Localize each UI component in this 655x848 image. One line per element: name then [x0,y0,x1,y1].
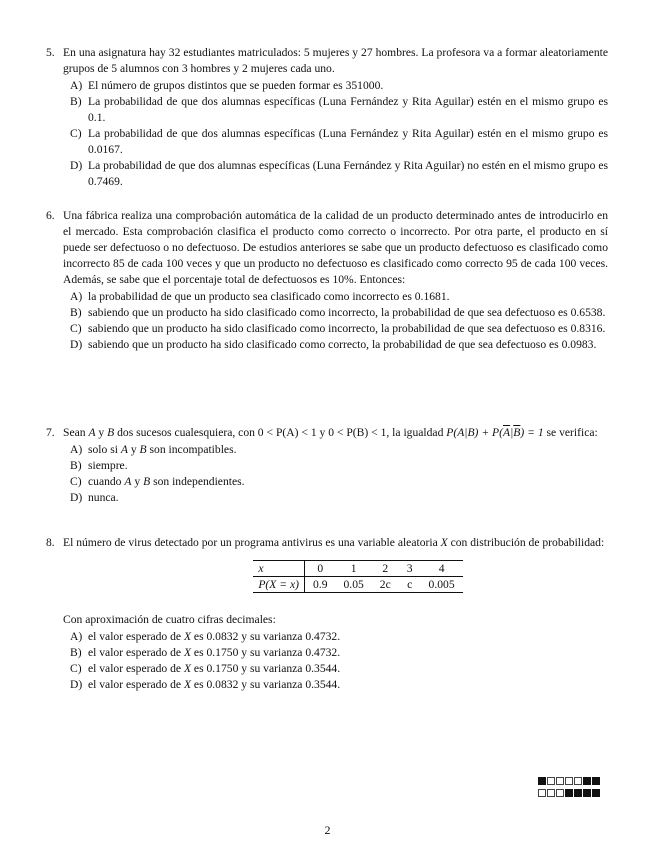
text-segment: y [127,443,140,456]
text-segment: es 0.0832 y su varianza 0.3544. [191,678,341,691]
table-row-x [253,561,462,577]
option-label: D) [70,491,83,504]
question-number: 6. [46,209,55,222]
table-cell: c [399,577,421,593]
option-c [63,474,608,490]
question-subtext: Con aproximación de cuatro cifras decimales: [63,613,276,626]
table-cell: 1 [336,561,372,577]
option-text: La probabilidad de que dos alumnas específicas (Luna Fernández y Rita Aguilar) estén en el mismo grupo es 0.0167. [88,127,608,156]
question-7 [46,425,608,506]
option-label: B) [70,459,82,472]
text-segment: el valor esperado de [88,630,184,643]
text-segment: El número de virus detectado por un programa antivirus es una variable aleatoria [63,536,441,549]
math-var: X [440,536,448,549]
mark-empty [574,777,582,785]
option-text: El número de grupos distintos que se pueden formar es 351000. [88,79,384,92]
question-text: Una fábrica realiza una comprobación automática de la calidad de un producto determinado antes de introducirlo en el mercado. Esta comprobación clasifica el producto como correcto o incorrecto. Por otra parte, el producto en sí puede ser defectuoso o no defectuoso. De estudios anteriores se sabe que un producto defectuoso es clasificado como incorrecto 85 de cada 100 veces y que un producto no defectuoso es clasificado como correcto 95 de cada 100 veces. Además, se sabe que el porcentaje total de defectuosos es 10%. Entonces: [63,209,608,286]
text-segment: y [131,475,144,488]
text-segment: y [95,426,108,439]
complement-b: $\overline{B}$ [513,426,521,439]
text-segment: el valor esperado de [88,662,184,675]
option-label: C) [70,475,82,488]
table-cell: 0.9 [305,577,336,593]
question-text: En una asignatura hay 32 estudiantes matriculados: 5 mujeres y 27 hombres. La profesora va a formar aleatoriamente grupos de 5 alumnos con 3 hombres y 2 mujeres cada uno. [63,46,608,75]
text-segment: son independientes. [150,475,245,488]
mark-empty [547,777,555,785]
question-number: 7. [46,426,55,439]
option-d [63,677,608,693]
equality-part: | [510,426,514,439]
option-label: B) [70,306,82,319]
option-d [63,158,608,190]
option-label: C) [70,322,82,335]
mark-filled [583,789,591,797]
option-text: siempre. [88,459,128,472]
question-5 [46,45,608,190]
math-var: X [183,678,192,691]
table-cell: 4 [421,561,463,577]
table-cell: 0.005 [421,577,463,593]
option-label: C) [70,662,82,675]
option-label: A) [70,443,83,456]
math-equality [446,426,543,439]
question-text [63,425,608,441]
option-label: A) [70,79,83,92]
question-number: 8. [46,536,55,549]
math-var: X [183,662,192,675]
table-cell: 2c [372,577,399,593]
options-list [63,78,608,190]
text-segment: es 0.1750 y su varianza 0.4732. [191,646,341,659]
question-8 [46,535,608,693]
option-label: C) [70,127,82,140]
option-b [63,305,608,321]
math-var: X [183,630,192,643]
option-b [63,458,608,474]
math-var: B [139,443,147,456]
option-a [63,78,608,94]
option-label: D) [70,338,83,351]
table-cell: 3 [399,561,421,577]
options-list [63,442,608,506]
option-a [63,629,608,645]
option-c [63,321,608,337]
option-label: B) [70,95,82,108]
option-d [63,490,608,506]
mark-empty [556,777,564,785]
option-b [63,94,608,126]
table-row-p [253,577,462,593]
probability-table [253,560,462,593]
text-segment: es 0.0832 y su varianza 0.4732. [191,630,341,643]
table-header-x: x [253,561,304,577]
mark-filled [574,789,582,797]
math-var: B [143,475,151,488]
option-label: A) [70,290,83,303]
scan-marks [538,777,601,801]
text-segment: cuando [88,475,125,488]
option-c [63,126,608,158]
mark-empty [547,789,555,797]
math-var: B [107,426,115,439]
mark-filled [592,777,600,785]
mark-filled [565,789,573,797]
complement-a: $\overline{A}$ [502,426,511,439]
scan-mark-row [538,789,601,797]
text-segment: solo si [88,443,121,456]
text-segment: el valor esperado de [88,678,184,691]
mark-filled [592,789,600,797]
text-segment: dos sucesos cualesquiera, con 0 < P(A) < 1 y 0 < P(B) < 1, la igualdad [114,426,447,439]
table-cell: 0.05 [336,577,372,593]
mark-empty [538,789,546,797]
table-header-p: P(X = x) [253,577,304,593]
text-segment: son incompatibles. [146,443,237,456]
page-number: 2 [324,823,331,837]
math-var: A [124,475,132,488]
option-a [63,289,608,305]
option-c [63,661,608,677]
option-label: D) [70,159,83,172]
option-label: A) [70,630,83,643]
math-var: A [120,443,128,456]
text-segment: es 0.1750 y su varianza 0.3544. [191,662,341,675]
math-var: A [88,426,96,439]
scan-mark-row [538,777,601,785]
text-segment: Sean [63,426,89,439]
options-list [63,289,608,353]
option-text: La probabilidad de que dos alumnas específicas (Luna Fernández y Rita Aguilar) estén en el mismo grupo es 0.1. [88,95,608,124]
options-list [63,629,608,693]
option-b [63,645,608,661]
question-number: 5. [46,46,55,59]
option-label: B) [70,646,82,659]
option-text: sabiendo que un producto ha sido clasificado como incorrecto, la probabilidad de que sea defectuoso es 0.6538. [88,306,606,319]
option-a [63,442,608,458]
option-text: sabiendo que un producto ha sido clasificado como incorrecto, la probabilidad de que sea defectuoso es 0.8316. [88,322,606,335]
option-text: nunca. [88,491,119,504]
option-label: D) [70,678,83,691]
math-var: X [183,646,192,659]
text-segment: con distribución de probabilidad: [447,536,605,549]
mark-filled [583,777,591,785]
equality-part: ) = 1 [520,426,544,439]
table-cell: 2 [372,561,399,577]
option-text: sabiendo que un producto ha sido clasificado como correcto, la probabilidad de que sea defectuoso es 0.0983. [88,338,597,351]
question-6 [46,208,608,353]
question-text [63,535,608,551]
text-segment: se verifica: [543,426,598,439]
text-segment: el valor esperado de [88,646,184,659]
option-text: la probabilidad de que un producto sea clasificado como incorrecto es 0.1681. [88,290,450,303]
equality-part: P(A|B) + P( [446,426,503,439]
option-d [63,337,608,353]
option-text: La probabilidad de que dos alumnas específicas (Luna Fernández y Rita Aguilar) no estén en el mismo grupo es 0.7469. [88,159,608,188]
mark-filled [538,777,546,785]
mark-empty [565,777,573,785]
table-cell: 0 [305,561,336,577]
mark-empty [556,789,564,797]
